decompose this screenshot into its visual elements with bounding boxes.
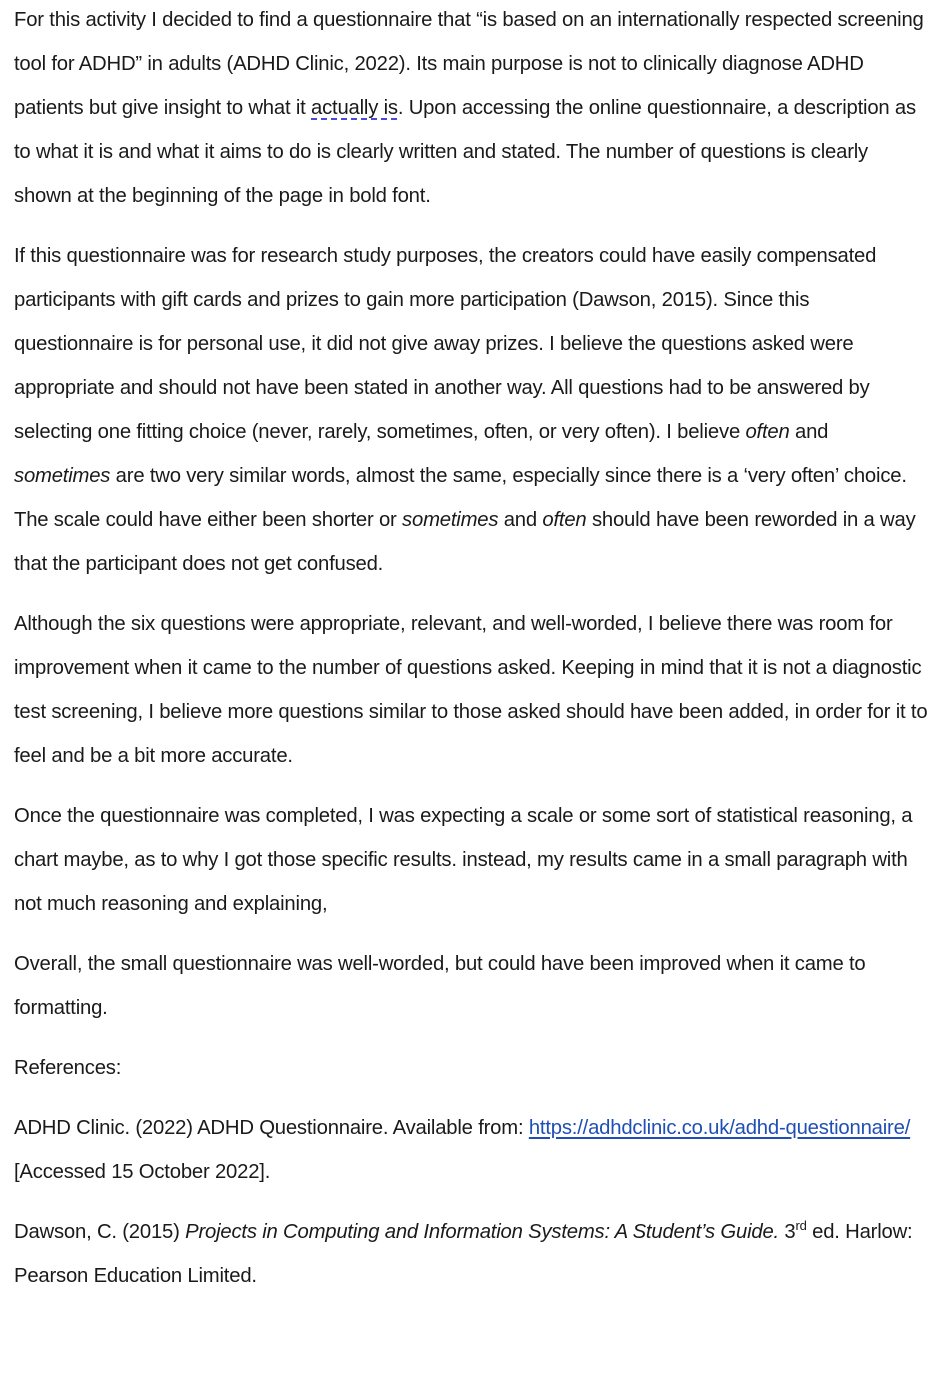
paragraph-overall: Overall, the small questionnaire was well-worded, but could have been improved when it came to formatting. (14, 953, 866, 1019)
paragraph-compensation (14, 234, 928, 586)
reference-dawson-edition-number: 3 (779, 1221, 796, 1243)
emphasis-sometimes: sometimes (14, 465, 111, 487)
paragraph-intro-text-b: . Upon accessing the online questionnaire, a description as to what it is and what it aims to do is clearly written and stated. The number of questions is clearly shown at the beginning of the page in bold font. (14, 97, 916, 207)
paragraph-intro-text-a: For this activity I decided to find a questionnaire that “is based on an internationally respected screening tool for ADHD” in adults (ADHD Clinic, 2022). Its main purpose is not to clinically diagnose ADHD patients but give insight to what it (14, 9, 924, 119)
reference-adhd-clinic (14, 1106, 928, 1194)
paragraph-improvement: Although the six questions were appropriate, relevant, and well-worded, I believe there was room for improvement when it came to the number of questions asked. Keeping in mind that it is not a diagnostic test screening, I believe more questions similar to those asked should have been added, in order for it to feel and be a bit more accurate. (14, 613, 928, 767)
spellcheck-flagged-phrase[interactable]: actually is (311, 97, 398, 119)
reference-adhd-clinic-accessed: [Accessed 15 October 2022]. (14, 1161, 271, 1183)
paragraph-compensation-text-c: are two very similar words, almost the same, especially since there is a ‘very often’ choice. The scale could have either been shorter or (14, 465, 907, 531)
paragraph-intro (14, 0, 928, 218)
reference-dawson-author: Dawson, C. (2015) (14, 1221, 186, 1243)
document-body (14, 0, 928, 1298)
paragraph-compensation-text-e: should have been reworded in a way that the participant does not get confused. (14, 509, 916, 575)
references-heading: References: (14, 1057, 122, 1079)
paragraph-compensation-text-d: and (498, 509, 543, 531)
paragraph-compensation-text-a: If this questionnaire was for research study purposes, the creators could have easily compensated participants with gift cards and prizes to gain more participation (Dawson, 2015). Since this questionnaire is for personal use, it did not give away prizes. I believe the questions asked were appropriate and should not have been stated in another way. All questions had to be answered by selecting one fitting choice (never, rarely, sometimes, often, or very often). I believe (14, 245, 877, 443)
paragraph-results: Once the questionnaire was completed, I was expecting a scale or some sort of statistical reasoning, a chart maybe, as to why I got those specific results. instead, my results came in a small paragraph with not much reasoning and explaining, (14, 805, 913, 915)
emphasis-often-2: often (542, 509, 587, 531)
emphasis-sometimes-2: sometimes (402, 509, 499, 531)
reference-dawson-publisher: ed. Harlow: Pearson Education Limited. (14, 1221, 913, 1287)
reference-dawson (14, 1210, 928, 1298)
reference-adhd-clinic-link[interactable]: https://adhdclinic.co.uk/adhd-questionnaire/ (528, 1117, 911, 1139)
paragraph-compensation-text-b: and (789, 421, 829, 443)
emphasis-often: often (745, 421, 790, 443)
reference-adhd-clinic-text: ADHD Clinic. (2022) ADHD Questionnaire. Available from: (14, 1117, 529, 1139)
reference-dawson-title: Projects in Computing and Information Systems: A Student’s Guide. (185, 1221, 779, 1243)
reference-dawson-edition-suffix: rd (795, 1218, 807, 1234)
